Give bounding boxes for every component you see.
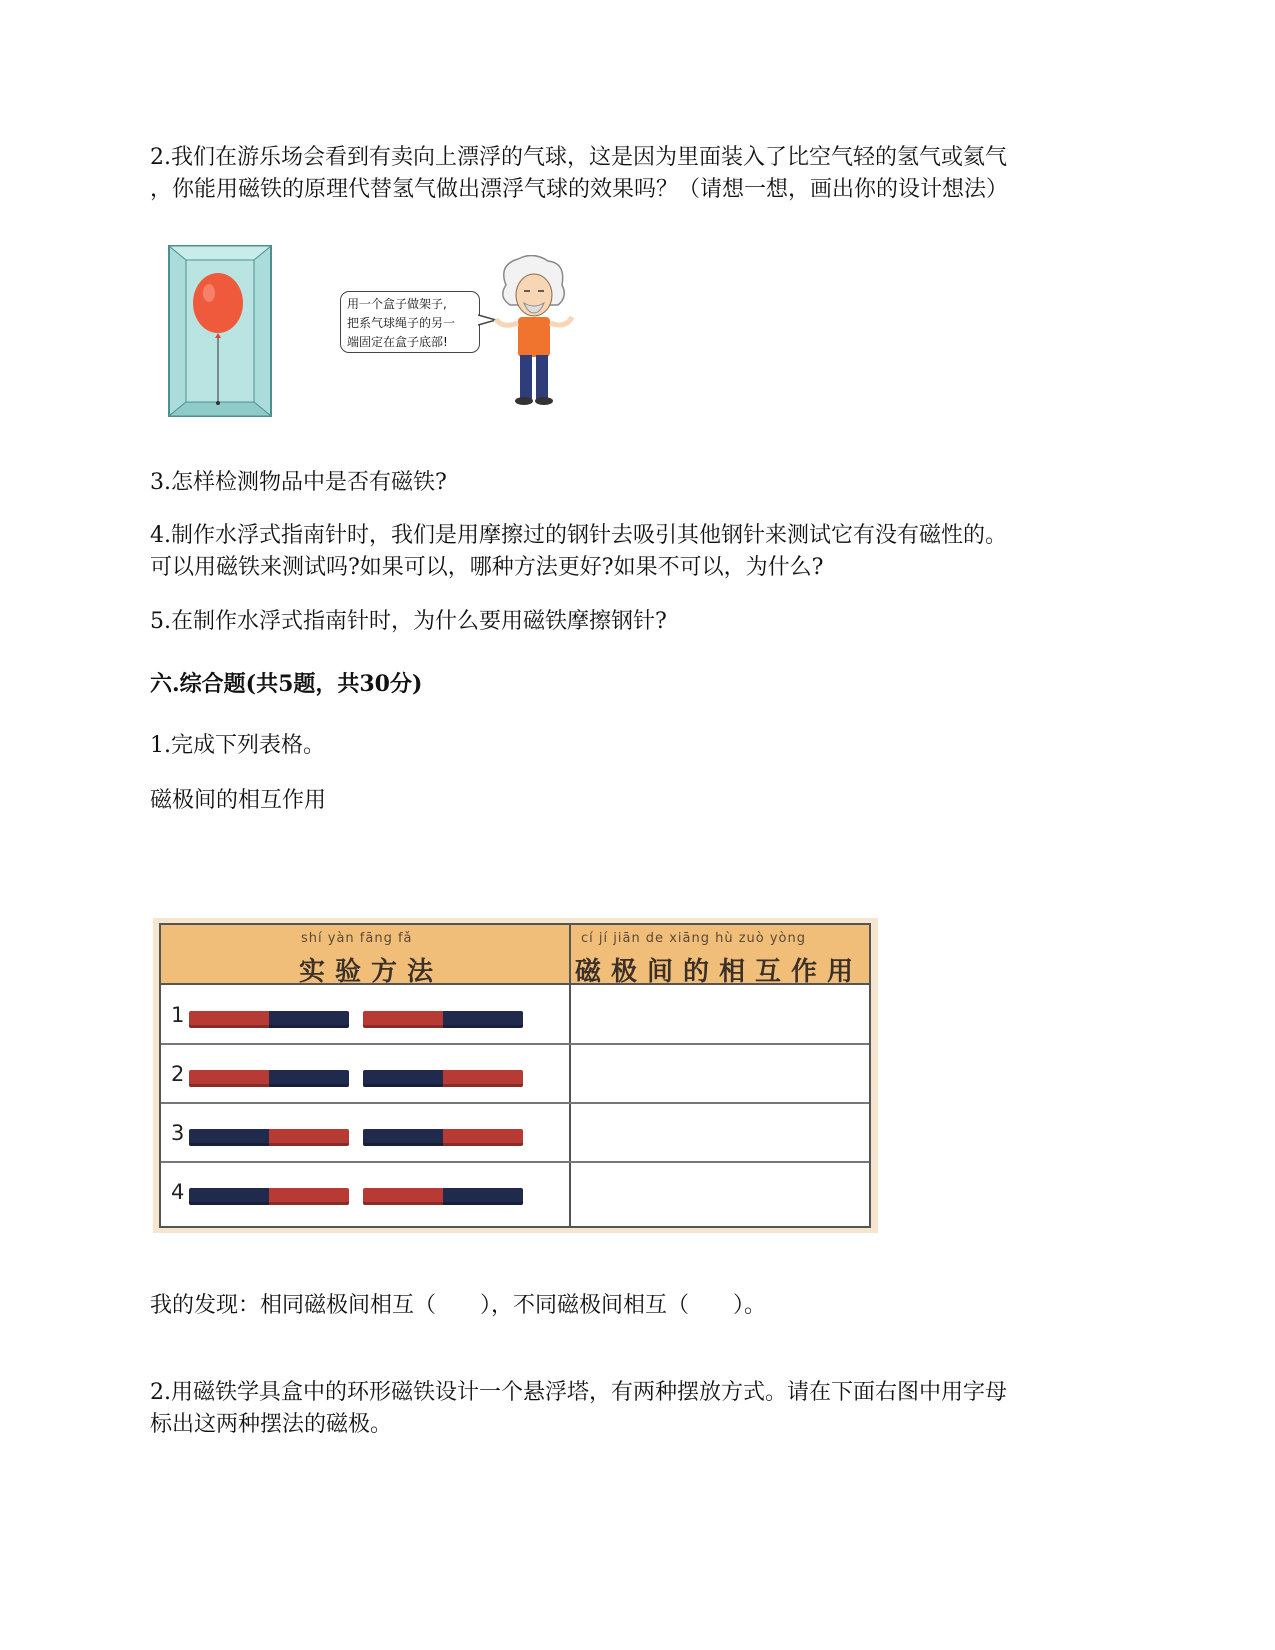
row-number: 4 — [171, 1180, 185, 1204]
bar-magnet — [189, 1188, 349, 1205]
balloon — [193, 273, 243, 333]
speech-line-2: 把系气球绳子的另一 — [347, 316, 456, 330]
finding-sentence: 我的发现：相同磁极间相互（ ），不同磁极间相互（ ）。 — [150, 1293, 767, 1318]
section-6-heading: 六.综合题(共5题，共30分) — [150, 671, 423, 697]
bar-magnet — [363, 1070, 523, 1087]
speech-line-3: 端固定在盒子底部! — [347, 335, 448, 349]
section-6-question-2-line-2: 标出这两种摆法的磁极。 — [150, 1412, 393, 1437]
magnet-poles-table-figure — [153, 918, 878, 1233]
speech-bubble — [340, 291, 480, 353]
col1-pinyin: shí yàn fāng fǎ — [301, 931, 413, 946]
row-divider — [161, 1161, 869, 1163]
bar-magnet — [363, 1011, 523, 1028]
row-number: 2 — [171, 1062, 185, 1086]
section-6-question-2-line-1: 2.用磁铁学具盒中的环形磁铁设计一个悬浮塔，有两种摆放方式。请在下面右图中用字母 — [150, 1380, 1007, 1405]
scientist-illustration — [488, 255, 578, 407]
section-6-question-1: 1.完成下列表格。 — [150, 733, 325, 758]
bar-magnet — [189, 1070, 349, 1087]
question-4-line-1: 4.制作水浮式指南针时，我们是用摩擦过的钢针去吸引其他钢针来测试它有没有磁性的。 — [150, 523, 1007, 548]
bar-magnet — [363, 1129, 523, 1146]
row-divider — [161, 1102, 869, 1104]
col2-header: 磁极间的相互作用 — [575, 957, 864, 987]
row-number: 3 — [171, 1121, 185, 1145]
row-number: 1 — [171, 1003, 185, 1027]
question-2-line-2: ，你能用磁铁的原理代替氢气做出漂浮气球的效果吗？（请想一想，画出你的设计想法） — [150, 177, 1009, 202]
question-5: 5.在制作水浮式指南针时，为什么要用磁铁摩擦钢针? — [150, 609, 667, 634]
question-3: 3.怎样检测物品中是否有磁铁? — [150, 470, 447, 495]
bar-magnet — [189, 1011, 349, 1028]
question-4-line-2: 可以用磁铁来测试吗?如果可以，哪种方法更好?如果不可以，为什么? — [150, 555, 824, 580]
column-divider — [569, 925, 571, 1226]
table-header — [161, 925, 869, 985]
col1-header: 实验方法 — [299, 957, 444, 987]
magnet-poles-table — [159, 923, 871, 1228]
table-caption: 磁极间的相互作用 — [150, 788, 327, 813]
bar-magnet — [363, 1188, 523, 1205]
row-divider — [161, 1043, 869, 1045]
speech-line-1: 用一个盒子做架子, — [347, 297, 447, 311]
balloon-box-illustration — [168, 245, 272, 417]
bar-magnet — [189, 1129, 349, 1146]
col2-pinyin: cí jí jiān de xiāng hù zuò yòng — [581, 931, 806, 946]
question-2-line-1: 2.我们在游乐场会看到有卖向上漂浮的气球，这是因为里面装入了比空气轻的氢气或氦气 — [150, 145, 1007, 170]
